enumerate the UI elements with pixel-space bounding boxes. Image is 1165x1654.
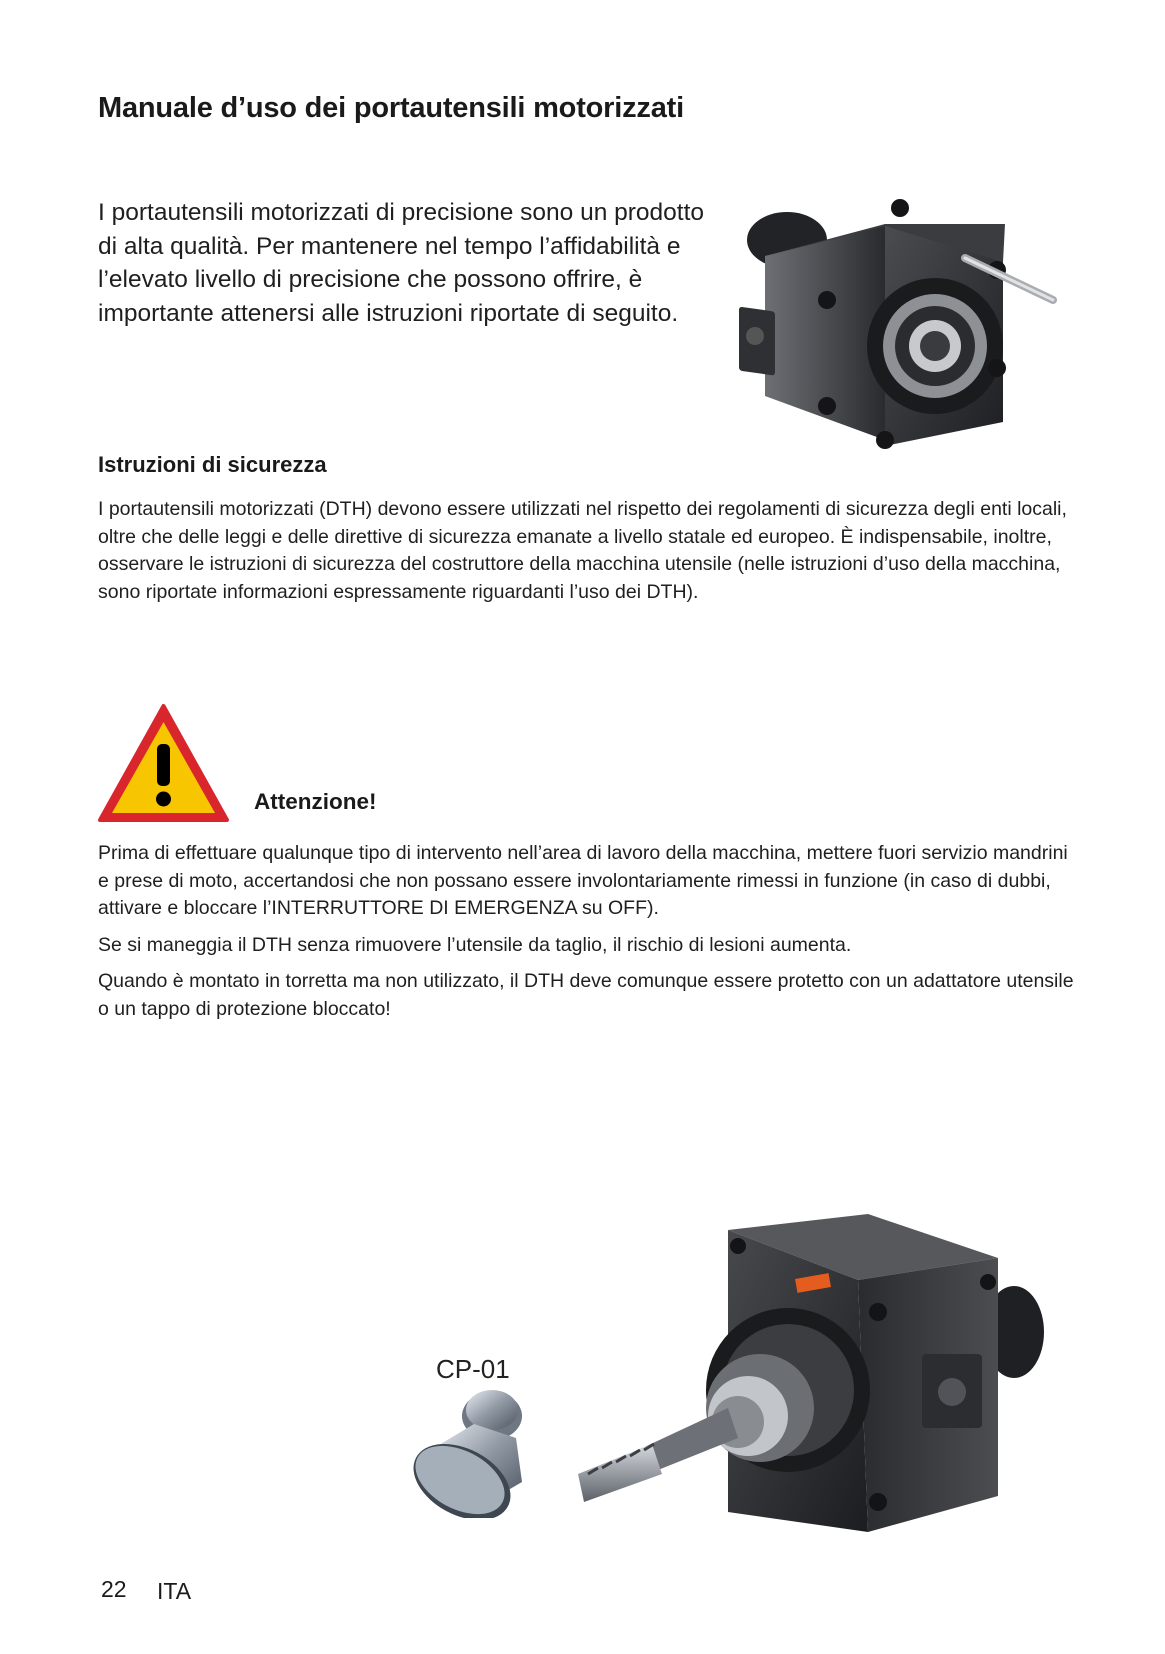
warning-paragraph-1: Prima di effettuare qualunque tipo di intervento nell’area di lavoro della macchina, mettere fuori servizio mandrini e prese di moto, accertandosi che non possano essere involontariamente rimessi in funzione (in caso di dubbi, attivare e bloccare l’INTERRUTTORE DI EMERGENZA su OFF). (98, 842, 1068, 919)
warning-paragraph-2: Se si maneggia il DTH senza rimuovere l’utensile da taglio, il rischio di lesioni aumenta. (98, 933, 852, 956)
page-number: 22 (101, 1576, 127, 1602)
page-title: Manuale d’uso dei portautensili motorizzati (98, 92, 684, 124)
safety-paragraph (98, 496, 1078, 615)
safety-body: I portautensili motorizzati (DTH) devono essere utilizzati nel rispetto dei regolamenti di sicurezza degli enti locali, oltre che delle leggi e delle direttive di sicurezza emanate a livello statale ed europeo. È indispensabile, inoltre, osservare le istruzioni di sicurezza del costruttore della macchina utensile (nelle istruzioni d’uso della macchina, sono riportate informazioni espressamente riguardanti l’uso dei DTH). (98, 498, 1067, 603)
warning-paragraph-3: Quando è montato in torretta ma non utilizzato, il DTH deve comunque essere protetto con un adattatore utensile o un tappo di protezione bloccato! (98, 970, 1074, 1020)
intro-paragraph: I portautensili motorizzati di precisione sono un prodotto di alta qualità. Per mantenere nel tempo l’affidabilità e l’elevato livello di precisione che possono offrire, è importante attenersi alle istruzioni riportate di seguito. (98, 199, 705, 327)
protection-cap-image (404, 1386, 544, 1518)
cap-label: CP-01 (436, 1354, 510, 1384)
language-code: ITA (157, 1578, 192, 1604)
warning-paragraphs (98, 840, 1078, 1032)
warning-triangle-icon (96, 702, 231, 824)
tool-holder-with-end-mill-image (578, 1212, 1048, 1546)
tool-holder-image (735, 196, 1060, 461)
warning-label: Attenzione! (254, 789, 377, 814)
safety-heading: Istruzioni di sicurezza (98, 452, 327, 477)
